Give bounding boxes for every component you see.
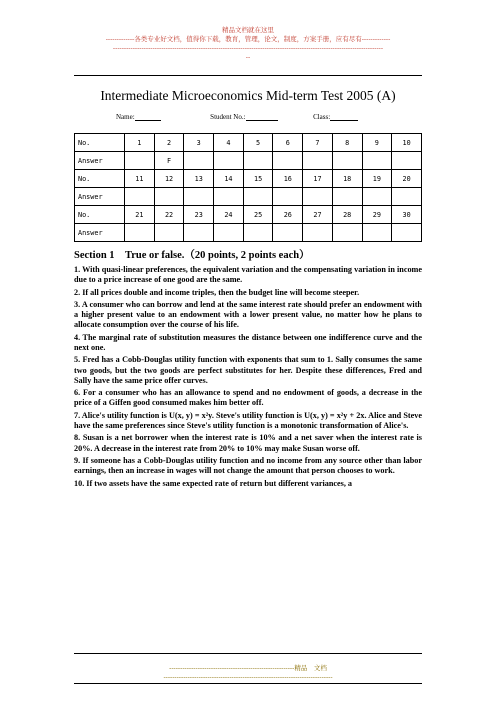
name-field[interactable] [135,112,161,121]
banner-dashes-end: -- [245,53,251,61]
footer-rule [74,653,422,654]
answer-cell[interactable] [332,188,362,206]
banner-title: 精品文档就在这里 [222,26,274,34]
answer-cell[interactable]: F [154,152,184,170]
student-no-field[interactable] [246,112,278,121]
question-item: 7. Alice's utility function is U(x, y) = x²y. Steve's utility function is U(x, y) = x²y + 2x. Alice and Steve have the same preferences since Steve's utility function is a monotonic transformation of Alice's. [74,410,422,430]
question-number-cell: 26 [273,206,303,224]
answer-table [74,133,422,242]
question-number-cell: 12 [154,170,184,188]
row-label: Answer [75,152,125,170]
answer-table-row [75,134,422,152]
question-item: 10. If two assets have the same expected rate of return but different variances, a [74,478,353,488]
row-label: No. [75,134,125,152]
answer-cell[interactable] [214,188,244,206]
answer-cell[interactable] [273,188,303,206]
banner-dashes: --------------------------------------------------------------------------------------------------------------------------- [112,44,384,52]
question-number-cell: 27 [303,206,333,224]
answer-table-row [75,206,422,224]
answer-cell[interactable] [332,224,362,242]
question-item: 5. Fred has a Cobb-Douglas utility function with exponents that sum to 1. Sally consumes the same two goods, but the two goods are perfect substitutes for her. Despite these differences, Fred and Sally have the same price offer curves. [74,355,422,385]
question-number-cell: 23 [184,206,214,224]
question-number-cell: 7 [303,134,333,152]
answer-cell[interactable] [303,152,333,170]
answer-cell[interactable] [184,224,214,242]
question-item: 8. Susan is a net borrower when the interest rate is 10% and a net saver when the interest rate is 20%. A decrease in the interest rate from 20% to 10% may make Susan worse off. [74,433,422,453]
answer-cell[interactable] [243,188,273,206]
top-banner [0,26,496,62]
question-number-cell: 14 [214,170,244,188]
row-label: No. [75,170,125,188]
question-number-cell: 10 [392,134,422,152]
class-field[interactable] [330,112,358,121]
answer-cell[interactable] [243,224,273,242]
answer-cell[interactable] [303,224,333,242]
question-number-cell: 9 [362,134,392,152]
question-list [74,265,422,491]
section-title: Section 1 True or false.（20 points, 2 points each） [74,250,310,261]
answer-cell[interactable] [392,152,422,170]
question-number-cell: 5 [243,134,273,152]
answer-cell[interactable] [214,152,244,170]
question-item: 9. If someone has a Cobb-Douglas utility function and no income from any source other than labor earnings, then an increase in wages will not change the amount that person chooses to work. [74,455,422,476]
header-rule [74,75,422,76]
question-item: 6. For a consumer who has an allowance to spend and no endowment of goods, a decrease in the price of a Giffen good consumed makes him better off. [74,388,422,408]
question-number-cell: 29 [362,206,392,224]
answer-cell[interactable] [243,152,273,170]
answer-table-row [75,152,422,170]
banner-tagline: -------------各类专业好文档，值得你下载，教育，管理，论文，制度，方案手册，应有尽有------------- [105,35,391,43]
question-number-cell: 24 [214,206,244,224]
answer-cell[interactable] [184,152,214,170]
answer-cell[interactable] [332,152,362,170]
question-number-cell: 17 [303,170,333,188]
question-item: 2. If all prices double and income triples, then the budget line will become steeper. [74,287,360,297]
footer-line-1: ---------------------------------------------------------精品 文档 [169,664,327,672]
row-label: Answer [75,224,125,242]
question-number-cell: 13 [184,170,214,188]
student-info [116,112,386,121]
question-number-cell: 19 [362,170,392,188]
page-title: Intermediate Microeconomics Mid-term Test 2005 (A) [100,88,396,103]
question-number-cell: 6 [273,134,303,152]
student-no-label: Student No.: [210,113,246,121]
answer-cell[interactable] [362,224,392,242]
answer-table-row [75,224,422,242]
answer-cell[interactable] [125,188,155,206]
answer-cell[interactable] [184,188,214,206]
question-number-cell: 11 [125,170,155,188]
question-number-cell: 2 [154,134,184,152]
answer-cell[interactable] [362,152,392,170]
question-item: 3. A consumer who can borrow and lend at the same interest rate should prefer an endowment with a higher present value to an endowment with a lower present value, no matter how he plans to allocate consumption over the course of his life. [74,299,422,330]
question-number-cell: 30 [392,206,422,224]
answer-cell[interactable] [392,224,422,242]
footer-rule-bottom [74,683,422,684]
question-number-cell: 22 [154,206,184,224]
answer-table-row [75,188,422,206]
answer-cell[interactable] [362,188,392,206]
question-number-cell: 4 [214,134,244,152]
question-item: 4. The marginal rate of substitution measures the distance between one indifference curve and the next one. [74,332,422,352]
question-number-cell: 25 [243,206,273,224]
answer-cell[interactable] [214,224,244,242]
row-label: No. [75,206,125,224]
question-number-cell: 15 [243,170,273,188]
question-number-cell: 20 [392,170,422,188]
question-number-cell: 1 [125,134,155,152]
question-number-cell: 28 [332,206,362,224]
question-number-cell: 8 [332,134,362,152]
answer-table-row [75,170,422,188]
answer-cell[interactable] [125,152,155,170]
question-number-cell: 16 [273,170,303,188]
row-label: Answer [75,188,125,206]
footer-line-2: ----------------------------------------------------------------------------- [163,673,333,681]
class-label: Class: [313,113,331,121]
name-label: Name: [116,113,135,121]
answer-cell[interactable] [154,224,184,242]
bottom-banner [0,664,496,682]
answer-cell[interactable] [154,188,184,206]
answer-cell[interactable] [392,188,422,206]
question-item: 1. With quasi-linear preferences, the equivalent variation and the compensating variation in income due to a price increase of one good are the same. [74,265,422,285]
answer-cell[interactable] [125,224,155,242]
question-number-cell: 21 [125,206,155,224]
answer-cell[interactable] [303,188,333,206]
question-number-cell: 3 [184,134,214,152]
answer-cell[interactable] [273,152,303,170]
answer-cell[interactable] [273,224,303,242]
question-number-cell: 18 [332,170,362,188]
